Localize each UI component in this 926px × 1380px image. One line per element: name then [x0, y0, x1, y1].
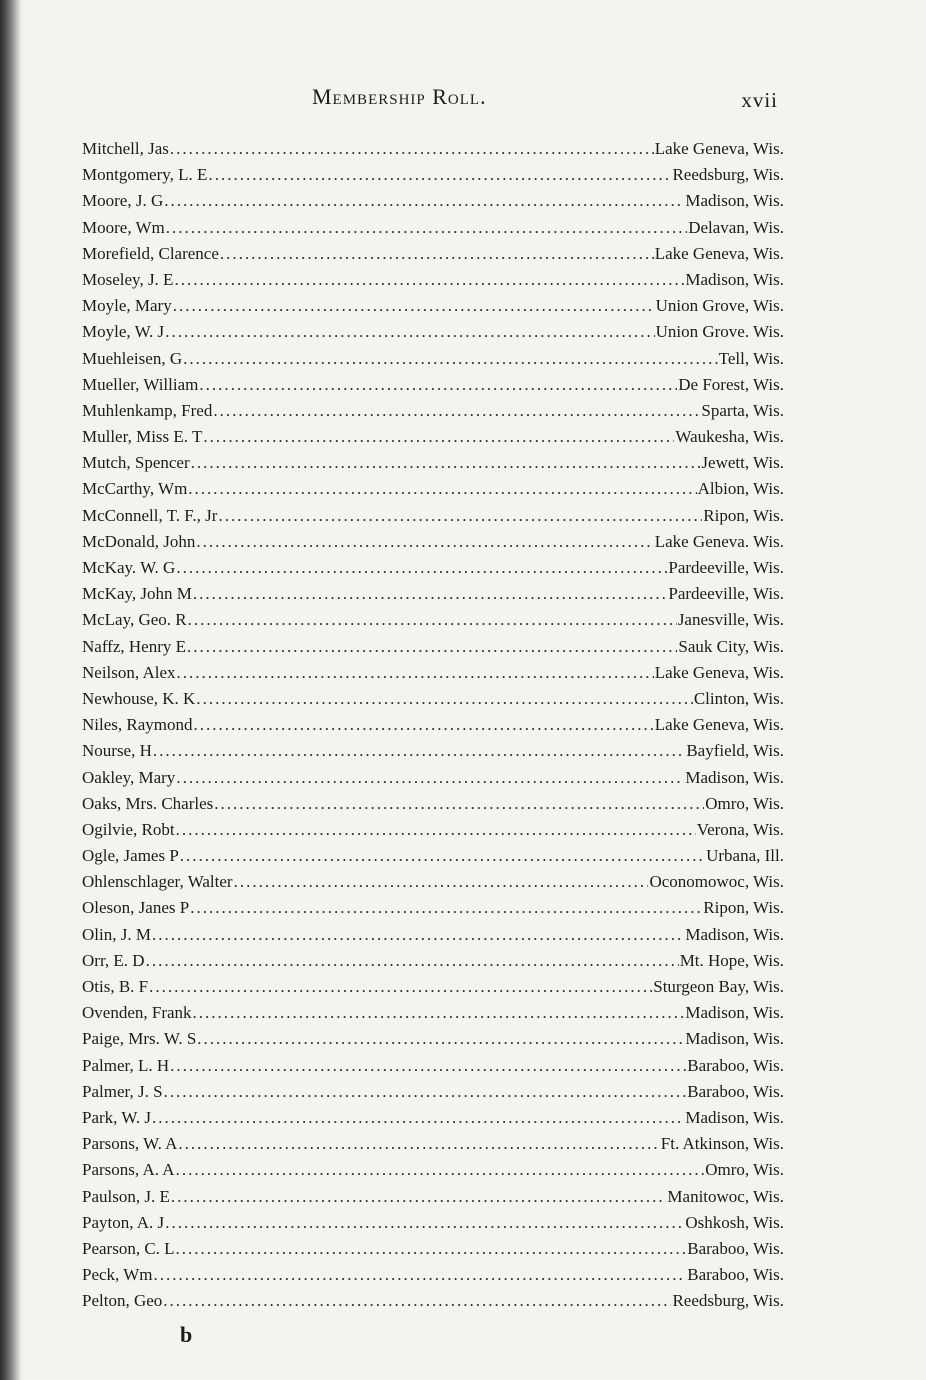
member-name: Niles, Raymond — [82, 715, 193, 735]
dot-leader — [165, 319, 654, 345]
list-item — [82, 843, 784, 869]
dot-leader — [164, 188, 684, 214]
member-name: Mutch, Spencer — [82, 453, 190, 473]
membership-list — [82, 136, 784, 1314]
member-name: Payton, A. J — [82, 1212, 165, 1232]
dot-leader — [153, 738, 685, 764]
member-name: Otis, B. F — [82, 977, 149, 996]
member-name: Palmer, L. H — [82, 1055, 170, 1075]
member-name: Palmer, J. S — [82, 1081, 163, 1101]
member-place: Jewett, Wis. — [701, 453, 784, 473]
list-item — [82, 607, 784, 633]
member-name: McKay. W. G — [82, 558, 176, 577]
list-item — [82, 1079, 784, 1105]
dot-leader — [234, 869, 649, 895]
member-name: Mitchell, Jas — [82, 139, 169, 158]
member-name: Nourse, H — [82, 741, 152, 761]
member-name: Oakley, Mary — [82, 767, 176, 787]
member-name: Ogle, James P — [82, 846, 179, 866]
member-name: Olin, J. M — [82, 924, 151, 944]
dot-leader — [213, 398, 700, 424]
dot-leader — [193, 581, 668, 607]
dot-leader — [214, 791, 704, 817]
member-name: Ovenden, Frank — [82, 1003, 192, 1023]
member-place: Union Grove, Wis. — [655, 296, 784, 316]
dot-leader — [154, 1262, 687, 1288]
list-item — [82, 1184, 784, 1210]
dot-leader — [176, 1157, 705, 1183]
member-place: Baraboo, Wis. — [687, 1238, 784, 1258]
member-place: Reedsburg, Wis. — [672, 1291, 784, 1311]
list-item — [82, 319, 784, 345]
member-place: Omro, Wis. — [705, 1160, 784, 1180]
member-place: Madison, Wis. — [685, 924, 784, 944]
member-place: Clinton, Wis. — [693, 688, 784, 708]
dot-leader — [177, 660, 654, 686]
list-item — [82, 1000, 784, 1026]
member-name: Naffz, Henry E — [82, 636, 187, 656]
list-item — [82, 346, 784, 372]
member-name: Morefield, Clarence — [82, 243, 219, 263]
dot-leader — [163, 1288, 671, 1314]
list-item — [82, 895, 784, 921]
member-name: McLay, Geo. R — [82, 610, 187, 630]
member-place: Manitowoc, Wis. — [667, 1186, 784, 1206]
list-item — [82, 1131, 784, 1157]
member-name: Ohlenschlager, Walter — [82, 872, 233, 892]
member-name: Moore, Wm — [82, 217, 165, 237]
list-item — [82, 1262, 784, 1288]
member-name: Newhouse, K. K — [82, 688, 196, 708]
member-place: Sparta, Wis. — [701, 400, 784, 420]
list-item — [82, 136, 784, 162]
dot-leader — [196, 686, 693, 712]
list-item — [82, 215, 784, 241]
list-item — [82, 555, 784, 581]
list-item — [82, 424, 784, 450]
dot-leader — [220, 241, 654, 267]
member-place: Lake Geneva, Wis. — [654, 715, 784, 735]
list-item — [82, 372, 784, 398]
member-name: Paulson, J. E — [82, 1186, 170, 1206]
member-place: Union Grove. Wis. — [655, 322, 784, 342]
list-item — [82, 162, 784, 188]
list-item — [82, 660, 784, 686]
member-name: Park, W. J — [82, 1107, 151, 1127]
dot-leader — [199, 372, 677, 398]
dot-leader — [208, 162, 671, 188]
running-head: Membership Roll. — [312, 84, 487, 109]
member-name: Muhlenkamp, Fred — [82, 400, 213, 420]
list-item — [82, 1236, 784, 1262]
member-name: Moyle, W. J — [82, 322, 165, 342]
list-item — [82, 634, 784, 660]
list-item — [82, 1053, 784, 1079]
member-place: Madison, Wis. — [685, 269, 784, 289]
member-place: Pardeeville, Wis. — [668, 558, 784, 577]
member-place: Mt. Hope, Wis. — [679, 950, 784, 970]
member-place: Ripon, Wis. — [703, 505, 784, 525]
member-place: Baraboo, Wis. — [687, 1265, 784, 1285]
list-item — [82, 398, 784, 424]
dot-leader — [197, 1026, 684, 1052]
dot-leader — [174, 267, 684, 293]
member-place: Tell, Wis. — [718, 348, 784, 368]
member-name: Oaks, Mrs. Charles — [82, 793, 214, 813]
list-item — [82, 581, 784, 607]
list-item — [82, 686, 784, 712]
dot-leader — [176, 555, 667, 581]
member-name: Moore, J. G — [82, 191, 164, 211]
list-item — [82, 1210, 784, 1236]
member-name: McConnell, T. F., Jr — [82, 505, 218, 525]
dot-leader — [183, 346, 718, 372]
member-place: Ft. Atkinson, Wis. — [660, 1134, 784, 1154]
list-item — [82, 1288, 784, 1314]
dot-leader — [193, 1000, 685, 1026]
member-place: Delavan, Wis. — [688, 217, 784, 237]
member-name: Muller, Miss E. T — [82, 427, 203, 447]
member-name: McCarthy, Wm — [82, 479, 188, 499]
page-number: xvii — [741, 88, 778, 112]
member-name: Peck, Wm — [82, 1265, 153, 1285]
list-item — [82, 791, 784, 817]
member-name: Parsons, W. A — [82, 1134, 178, 1154]
member-name: Paige, Mrs. W. S — [82, 1029, 197, 1049]
list-item — [82, 450, 784, 476]
member-place: Lake Geneva, Wis. — [654, 662, 784, 682]
member-place: Madison, Wis. — [685, 1107, 784, 1127]
member-name: Moyle, Mary — [82, 296, 172, 316]
list-item — [82, 765, 784, 791]
member-place: Lake Geneva, Wis. — [654, 243, 784, 263]
member-name: McDonald, John — [82, 531, 196, 551]
signature-mark: b — [180, 1322, 193, 1347]
list-item — [82, 948, 784, 974]
member-place: Omro, Wis. — [705, 793, 784, 813]
dot-leader — [173, 293, 655, 319]
list-item — [82, 188, 784, 214]
member-place: Verona, Wis. — [696, 819, 784, 839]
member-place: Lake Geneva, Wis. — [654, 139, 784, 158]
member-name: Montgomery, L. E — [82, 165, 208, 185]
dot-leader — [188, 476, 696, 502]
list-item — [82, 241, 784, 267]
dot-leader — [152, 922, 684, 948]
dot-leader — [165, 1210, 684, 1236]
member-place: Baraboo, Wis. — [687, 1081, 784, 1101]
member-place: Madison, Wis. — [685, 767, 784, 787]
member-name: Muehleisen, G — [82, 348, 183, 368]
member-place: Oconomowoc, Wis. — [649, 872, 784, 892]
dot-leader — [149, 974, 652, 1000]
member-place: Oshkosh, Wis. — [685, 1212, 784, 1232]
member-place: Madison, Wis. — [685, 1003, 784, 1023]
member-place: Reedsburg, Wis. — [672, 165, 784, 185]
list-item — [82, 738, 784, 764]
dot-leader — [166, 215, 687, 241]
list-item — [82, 869, 784, 895]
list-item — [82, 1026, 784, 1052]
member-name: Ogilvie, Robt — [82, 819, 175, 839]
dot-leader — [190, 895, 702, 921]
member-name: Pearson, C. L — [82, 1238, 175, 1258]
member-place: Madison, Wis. — [685, 1029, 784, 1049]
member-name: McKay, John M — [82, 584, 192, 604]
dot-leader — [176, 765, 684, 791]
dot-leader — [191, 450, 701, 476]
member-place: Janesville, Wis. — [677, 610, 784, 630]
dot-leader — [196, 529, 653, 555]
member-place: Waukesha, Wis. — [675, 427, 784, 447]
dot-leader — [170, 1053, 686, 1079]
dot-leader — [164, 1079, 687, 1105]
dot-leader — [152, 1105, 684, 1131]
dot-leader — [203, 424, 674, 450]
dot-leader — [188, 607, 677, 633]
list-item — [82, 817, 784, 843]
dot-leader — [146, 948, 679, 974]
member-place: Madison, Wis. — [685, 191, 784, 211]
list-item — [82, 1105, 784, 1131]
list-item — [82, 503, 784, 529]
dot-leader — [187, 634, 677, 660]
dot-leader — [218, 503, 702, 529]
member-place: Bayfield, Wis. — [686, 741, 784, 761]
member-place: De Forest, Wis. — [678, 374, 784, 394]
member-place: Pardeeville, Wis. — [668, 584, 784, 604]
member-name: Parsons, A. A — [82, 1160, 175, 1180]
list-item — [82, 529, 784, 555]
member-place: Sturgeon Bay, Wis. — [653, 977, 784, 996]
page-header — [80, 84, 786, 120]
list-item — [82, 476, 784, 502]
list-item — [82, 974, 784, 1000]
member-place: Ripon, Wis. — [703, 898, 784, 918]
list-item — [82, 1157, 784, 1183]
member-place: Albion, Wis. — [697, 479, 784, 499]
list-item — [82, 922, 784, 948]
dot-leader — [178, 1131, 659, 1157]
member-place: Urbana, Ill. — [706, 846, 784, 866]
member-name: Pelton, Geo — [82, 1291, 163, 1311]
member-name: Mueller, William — [82, 374, 199, 394]
binding-edge — [0, 0, 22, 1380]
member-place: Lake Geneva. Wis. — [654, 531, 784, 551]
member-name: Oleson, Janes P — [82, 898, 190, 918]
dot-leader — [176, 817, 696, 843]
member-place: Baraboo, Wis. — [687, 1055, 784, 1075]
dot-leader — [180, 843, 705, 869]
dot-leader — [171, 1184, 667, 1210]
list-item — [82, 712, 784, 738]
list-item — [82, 293, 784, 319]
dot-leader — [176, 1236, 687, 1262]
member-place: Sauk City, Wis. — [678, 636, 784, 656]
member-name: Orr, E. D — [82, 950, 145, 970]
member-name: Neilson, Alex — [82, 662, 176, 682]
page — [80, 84, 786, 1364]
list-item — [82, 267, 784, 293]
member-name: Moseley, J. E — [82, 269, 174, 289]
dot-leader — [194, 712, 654, 738]
dot-leader — [170, 136, 654, 162]
